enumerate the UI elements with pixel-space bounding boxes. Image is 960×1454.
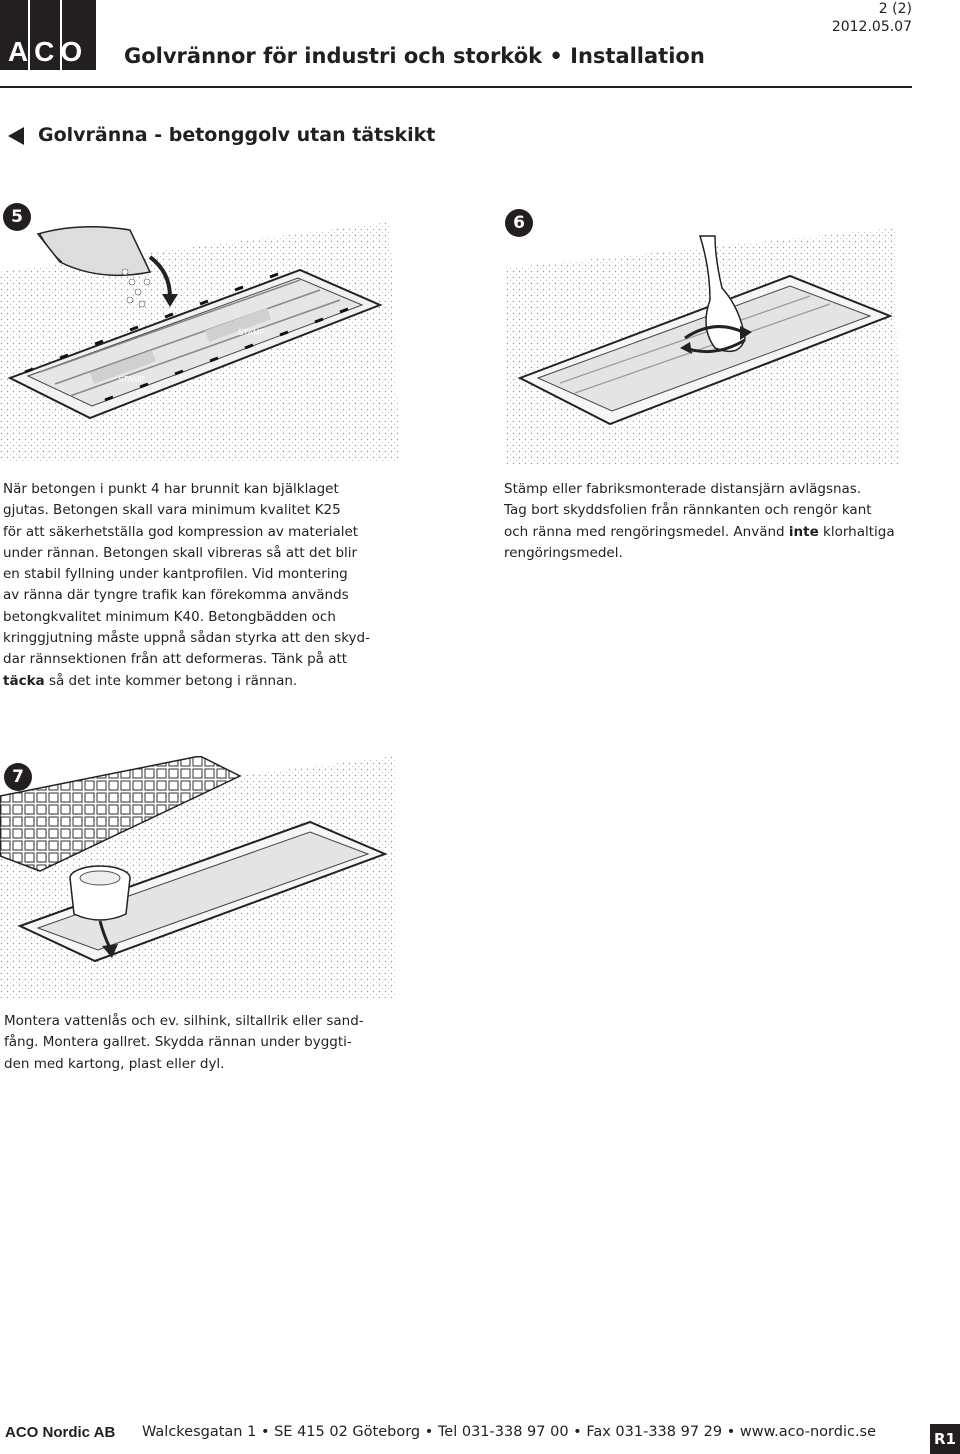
step-7-illustration: [0, 756, 400, 1000]
emphasis: inte: [788, 523, 819, 540]
step-6-illustration: [500, 228, 905, 466]
company-address: Walckesgatan 1 • SE 415 02 Göteborg • Tel 031-338 97 00 • Fax 031-338 97 29 • www.aco-nordic.se: [142, 1424, 877, 1440]
company-name: ACO Nordic AB: [5, 1424, 116, 1441]
step-6-line: rengöringsmedel.: [504, 544, 623, 561]
document-date: 2012.05.07: [831, 19, 912, 35]
step-5-line: av ränna där tyngre trafik kan förekomma används: [3, 587, 349, 604]
step-6-line-post: klorhaltiga: [818, 523, 895, 540]
step-6-badge: 6: [505, 209, 533, 237]
stamp-label-a: STAMP: [238, 328, 265, 337]
revision-badge: R1: [930, 1424, 960, 1454]
step-6-line-pre: och ränna med rengöringsmedel. Använd: [504, 523, 789, 540]
section-title: Golvränna - betonggolv utan tätskikt: [38, 124, 436, 146]
step-7-line: den med kartong, plast eller dyl.: [4, 1055, 225, 1072]
step-5-line: dar rännsektionen från att deformeras. Tänk på att: [3, 651, 348, 668]
step-5-illustration: [0, 222, 400, 464]
step-5-line: en stabil fyllning under kantprofilen. Vid montering: [3, 566, 348, 583]
section-heading: [8, 124, 435, 146]
step-5-line-rest: så det inte kommer betong i rännan.: [44, 672, 298, 689]
step-7-line: Montera vattenlås och ev. silhink, siltallrik eller sand-: [4, 1013, 364, 1029]
step-5-line: [3, 671, 403, 692]
back-arrow-icon: [8, 127, 24, 145]
document-title: Golvrännor för industri och storkök • Installation: [124, 44, 705, 68]
step-6-text: [504, 479, 924, 564]
step-5-line: kringgjutning måste uppnå sådan styrka att den skyd-: [3, 630, 370, 647]
emphasis: täcka: [3, 672, 45, 689]
step-7-line: fång. Montera gallret. Skydda rännan under byggti-: [4, 1034, 352, 1051]
step-5-line: för att säkerhetställa god kompression av materialet: [3, 523, 359, 540]
step-5-text: [3, 479, 403, 692]
aco-logo: [0, 0, 96, 70]
step-5-line: När betongen i punkt 4 har brunnit kan bjälklaget: [3, 481, 339, 497]
page-number: 2 (2): [878, 1, 912, 17]
logo-text: ACO: [7, 36, 89, 67]
header-rule: [0, 86, 912, 88]
step-7-badge: 7: [4, 763, 32, 791]
step-6-line: Tag bort skyddsfolien från rännkanten och rengör kant: [504, 502, 872, 519]
step-6-line: Stämp eller fabriksmonterade distansjärn avlägsnas.: [504, 481, 862, 497]
step-6-line: [504, 522, 924, 543]
step-5-line: gjutas. Betongen skall vara minimum kvalitet K25: [3, 502, 341, 519]
page-info: [832, 0, 912, 36]
stamp-label-b: STAMP: [118, 375, 145, 384]
step-7-text: [4, 1011, 404, 1075]
step-5-line: under rännan. Betongen skall vibreras så att det blir: [3, 544, 358, 561]
step-5-badge: 5: [3, 203, 31, 231]
step-5-line: betongkvalitet minimum K40. Betongbädden och: [3, 608, 336, 625]
